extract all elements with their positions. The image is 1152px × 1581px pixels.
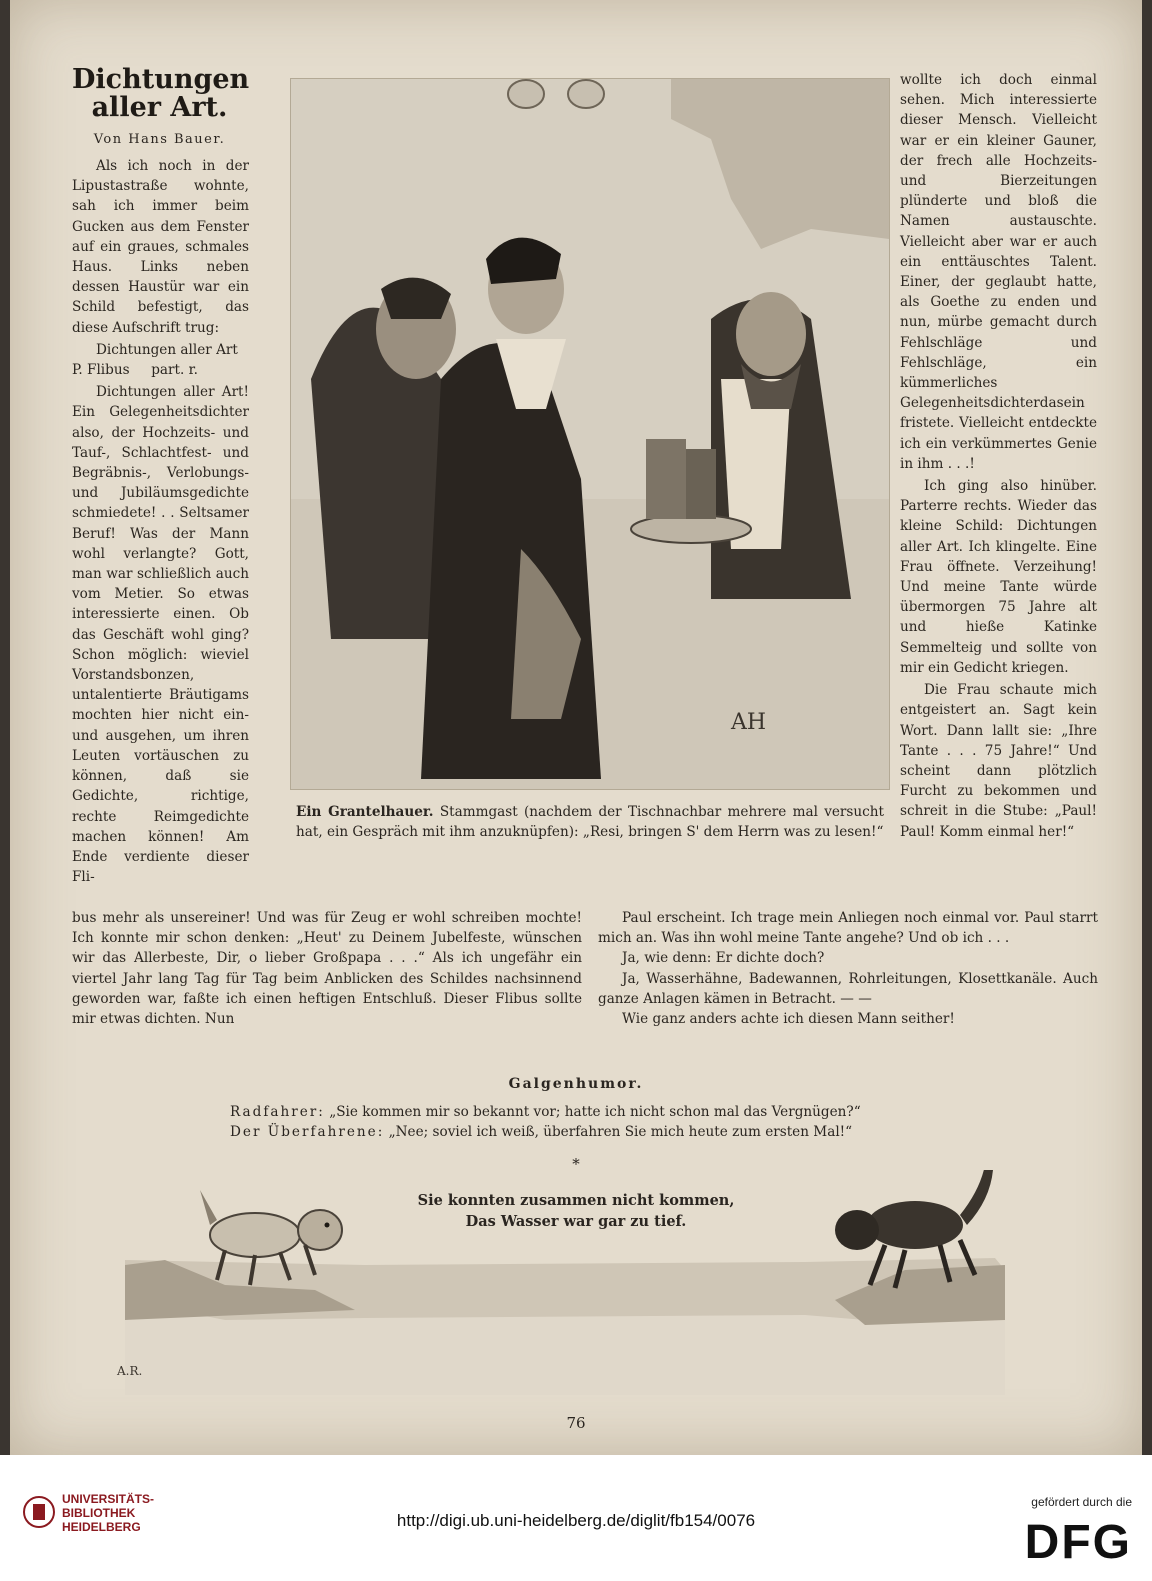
bottom-right-paragraph-4: Wie ganz anders achte ich diesen Mann seither! [622, 1011, 955, 1028]
dogs-drawing [105, 1170, 1015, 1400]
separator-star: * [572, 1155, 580, 1173]
line-1-text: „Sie kommen mir so bekannt vor; hatte ich nicht schon mal das Vergnügen?“ [329, 1104, 861, 1120]
svg-text:AH: AH [731, 710, 767, 735]
funded-by-label: gefördert durch die [1031, 1495, 1132, 1509]
poem-line-1: Sie konnten zusammen nicht kommen, [417, 1192, 735, 1209]
article-title: Dichtungen aller Art. [72, 64, 250, 123]
institution-line-2: BIBLIOTHEK [62, 1506, 136, 1520]
right-column [900, 70, 1097, 842]
right-paragraph-1: wollte ich doch einmal sehen. Mich interessierte dieser Mensch. Vielleicht war er ein kleiner Gauner, der frech alle Hochzeits- und Bierzeitungen plünderte und bloß die Namen austauschte. Vielleicht aber war er auch ein enttäuschtes Talent. Einer, der geglaubt hatte, als Goethe zu enden und nun, mürbe gemacht durch Fehlschläge und Fehlschläge, ein kümmerliches Gelegenheitsdichterdasein fristete. Vielleicht entdeckte ich ein verkümmertes Genie in ihm . . .! [900, 72, 1097, 472]
illustration-grantelhauer [290, 78, 890, 790]
dfg-logo: DFG [1024, 1516, 1132, 1569]
source-url-link[interactable]: http://digi.ub.uni-heidelberg.de/diglit/fb154/0076 [396, 1511, 756, 1530]
left-paragraph-2: Dichtungen aller Art! Ein Gelegenheitsdichter also, der Hochzeits- und Tauf-, Schlachtfest- und Begräbnis-, Verlobungs- und Jubiläumsgedichte schmiedete! . . Seltsamer Beruf! Was der Mann wohl verlangte? Gott, man war schließlich auch vom Metier. So etwas interessierte einen. Ob das Geschäft wohl ging? Schon möglich: wieviel Vorstandsbonzen, untalentierte Bräutigams mochten hier nicht ein- und ausgehen, um ihren Leuten vortäuschen zu können, daß sie Gedichte, richtige, rechte Reimgedichte machen können! Am Ende verdiente dieser Fli- [72, 384, 249, 886]
bottom-left-paragraph: bus mehr als unsereiner! Und was für Zeug er wohl schreiben mochte! Ich konnte mir schon denken: „Heut' zu Deinem Jubelfeste, wünschen wir das Allerbeste, Dir, o lieber Großpapa . . .“ Als ich ungefähr ein viertel Jahr lang Tag für Tag beim Anblicken des Schildes nachsinnend geworden war, faßte ich einen heftigen Entschluß. Dieser Flibus sollte mir etwas dichten. Nun [72, 910, 582, 1028]
magazine-page [10, 0, 1142, 1455]
institution-line-1: UNIVERSITÄTS- [62, 1492, 155, 1506]
line-2-text: „Nee; soviel ich weiß, überfahren Sie mich heute zum ersten Mal!“ [388, 1124, 853, 1140]
article-byline: Von Hans Bauer. [93, 132, 226, 147]
speaker-radfahrer: Radfahrer: [230, 1104, 325, 1120]
bottom-right-paragraph-2: Ja, wie denn: Er dichte doch? [622, 950, 825, 967]
bottom-left-column [72, 908, 582, 1029]
speaker-ueberfahrene: Der Überfahrene: [230, 1124, 385, 1140]
galgenhumor-title: Galgenhumor. [508, 1076, 644, 1092]
bottom-right-paragraph-1: Paul erscheint. Ich trage mein Anliegen noch einmal vor. Paul starrt mich an. Was ihn wohl meine Tante angehe? Und ob ich . . . [598, 910, 1098, 947]
lithograph-drawing [291, 79, 889, 789]
poem-line-2: Das Wasser war gar zu tief. [465, 1213, 687, 1230]
caption-text: Stammgast (nachdem der Tischnachbar mehrere mal versucht hat, ein Gespräch mit ihm anzuknüpfen): „Resi, bringen S' dem Herrn was zu lesen!“ [296, 804, 884, 841]
left-column [72, 156, 249, 887]
sign-text-1: Dichtungen aller Art [96, 341, 238, 358]
left-paragraph-1: Als ich noch in der Lipustastraße wohnte, sah ich immer beim Gucken aus dem Fenster auf ein graues, schmales Haus. Links neben dessen Haustür war ein Schild befestigt, das diese Aufschrift trug: [72, 158, 249, 336]
institution-line-3: HEIDELBERG [62, 1520, 141, 1534]
bottom-right-paragraph-3: Ja, Wasserhähne, Badewannen, Rohrleitungen, Klosettkanäle. Auch ganze Anlagen kämen in Betracht. — — [598, 970, 1098, 1007]
footer-bar [0, 1455, 1152, 1581]
illustration-caption [296, 802, 884, 842]
page-number: 76 [566, 1414, 586, 1432]
galgenhumor-line-2 [230, 1122, 950, 1142]
galgenhumor-line-1 [230, 1102, 950, 1122]
dog-signature: A.R. [117, 1364, 143, 1378]
bottom-right-column [598, 908, 1098, 1029]
sign-text-2: P. Flibus part. r. [72, 362, 198, 379]
right-paragraph-2: Ich ging also hinüber. Parterre rechts. Wieder das kleine Schild: Dichtungen aller Art. Ich klingelte. Eine Frau öffnete. Verzeihung! Und meine Tante würde übermorgen 75 Jahre alt und hieße Katinke Semmelteig und sollte von mir ein Gedicht kriegen. [900, 478, 1097, 676]
dogs-illustration [105, 1170, 1015, 1400]
right-paragraph-3: Die Frau schaute mich entgeistert an. Sagt kein Wort. Dann lallt sie: „Ihre Tante . . . 75 Jahre!“ Und scheint dann plötzlich Furcht zu bekommen und schreit in die Stube: „Paul! Paul! Komm einmal her!“ [900, 682, 1097, 840]
caption-title: Ein Grantelhauer. [296, 804, 434, 820]
